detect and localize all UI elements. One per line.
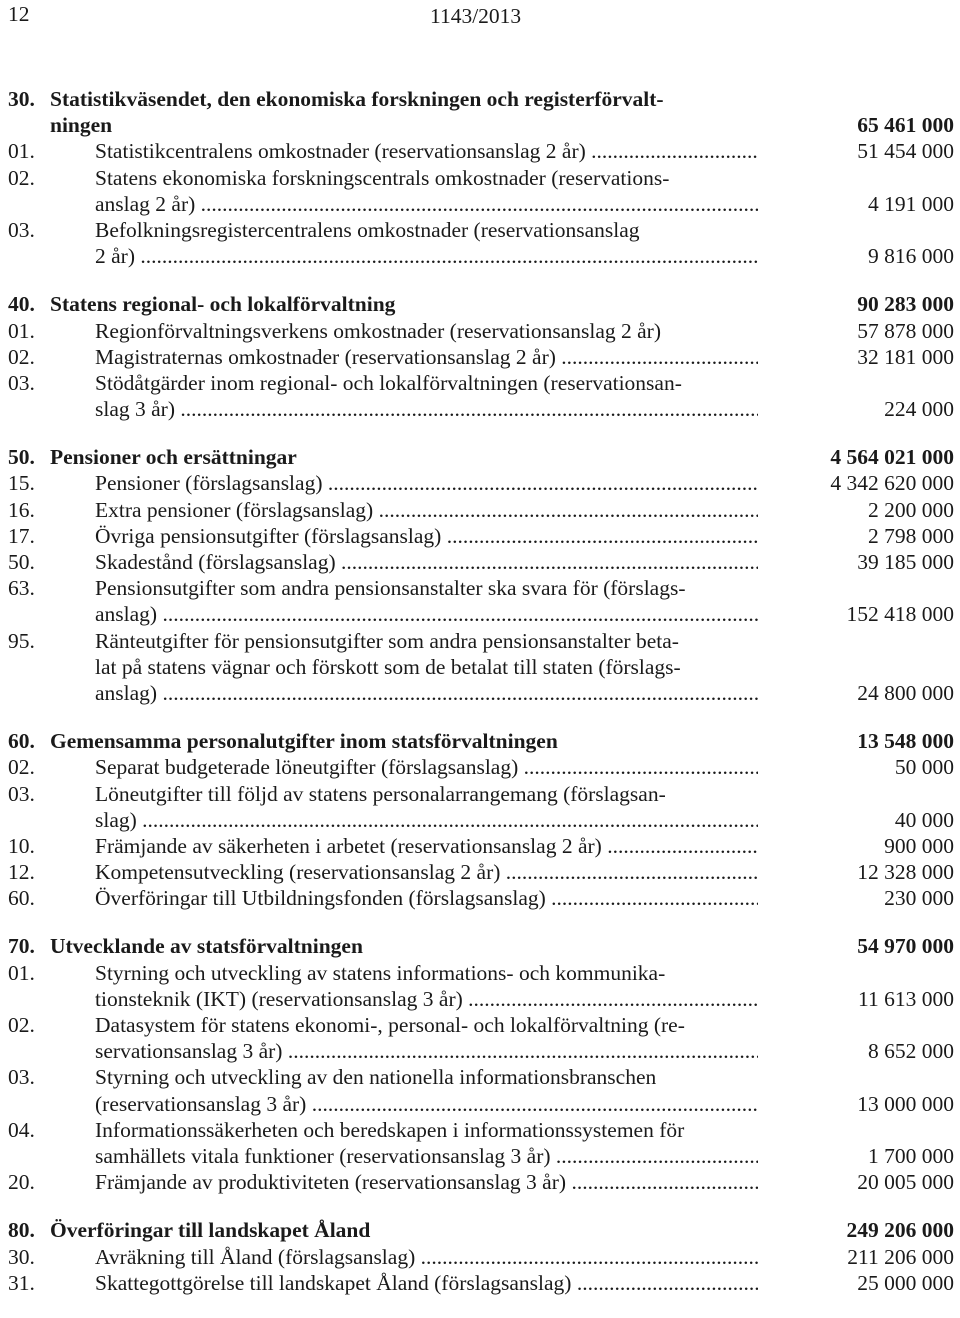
item-description [95, 318, 758, 344]
item-number: 16. [8, 497, 35, 522]
budget-section [0, 444, 960, 706]
section-heading-line [0, 86, 960, 112]
item-number: 60. [8, 886, 35, 911]
budget-item-line [0, 1169, 960, 1195]
item-description-text: samhällets vitala funktioner (reservationsanslag 3 år) ..... [95, 1144, 758, 1168]
item-number: 02. [8, 755, 35, 780]
budget-section [0, 728, 960, 911]
item-description-text: anslag) ..... [95, 681, 758, 705]
section-total: 4 564 021 000 [830, 445, 954, 470]
item-description [95, 960, 758, 986]
section-number: 70. [8, 934, 35, 959]
budget-item-line [0, 497, 960, 523]
item-description-text: anslag 2 år) ..... [95, 192, 758, 216]
page-number: 12 [8, 2, 30, 26]
section-number: 40. [8, 292, 35, 317]
item-description [95, 1270, 758, 1296]
item-description [95, 396, 758, 422]
item-description-text: Magistraternas omkostnader (reservationsanslag 2 år) ..... [95, 345, 758, 369]
item-amount: 13 000 000 [857, 1091, 954, 1116]
item-number: 15. [8, 471, 35, 496]
item-description-text: Överföringar till Utbildningsfonden (förslagsanslag) ..... [95, 886, 758, 910]
section-number: 30. [8, 87, 35, 111]
budget-document [0, 86, 960, 1318]
item-amount: 8 652 000 [868, 1039, 954, 1064]
item-amount: 12 328 000 [857, 860, 954, 885]
budget-item-line [0, 628, 960, 654]
budget-item-line [0, 654, 960, 680]
item-number: 04. [8, 1117, 35, 1142]
budget-item-line [0, 859, 960, 885]
section-total: 65 461 000 [857, 113, 954, 138]
item-amount: 20 005 000 [857, 1170, 954, 1195]
item-amount: 230 000 [884, 886, 954, 911]
item-description [95, 628, 758, 654]
item-description-text: Datasystem för statens ekonomi-, personal- och lokalförvaltning (re- [95, 1013, 685, 1037]
item-description-text: Statens ekonomiska forskningscentrals omkostnader (reservations- [95, 165, 670, 190]
item-description-text: Stödåtgärder inom regional- och lokalförvaltningen (reservationsan- [95, 370, 682, 395]
item-amount: 57 878 000 [857, 318, 954, 343]
item-amount: 11 613 000 [858, 986, 954, 1011]
item-description-text: Främjande av säkerheten i arbetet (reservationsanslag 2 år) ..... [95, 834, 758, 858]
item-description-text: servationsanslag 3 år) ..... [95, 1039, 758, 1063]
budget-item-line [0, 1270, 960, 1296]
section-title: Utvecklande av statsförvaltningen [50, 934, 363, 959]
budget-item-line [0, 1038, 960, 1064]
item-amount: 211 206 000 [847, 1244, 954, 1269]
section-heading-line [0, 444, 960, 470]
item-number: 31. [8, 1270, 35, 1295]
section-number: 80. [8, 1218, 35, 1243]
item-amount: 1 700 000 [868, 1143, 954, 1168]
budget-item-line [0, 1143, 960, 1169]
item-description [95, 1244, 758, 1270]
budget-item-line [0, 523, 960, 549]
item-description-text: Extra pensioner (förslagsanslag) ..... [95, 498, 758, 522]
item-description [95, 1012, 758, 1038]
section-heading-line [0, 1217, 960, 1243]
budget-item-line [0, 1064, 960, 1090]
item-description [95, 344, 758, 370]
item-amount: 32 181 000 [857, 344, 954, 369]
item-amount: 9 816 000 [868, 244, 954, 269]
item-description [95, 1038, 758, 1064]
item-description [95, 1091, 758, 1117]
section-total: 90 283 000 [857, 292, 954, 317]
item-amount: 4 342 620 000 [830, 471, 954, 496]
item-amount: 900 000 [884, 833, 954, 858]
document-id: 1143/2013 [430, 4, 522, 28]
section-heading-line [0, 933, 960, 959]
section-total: 54 970 000 [857, 934, 954, 959]
item-amount: 51 454 000 [857, 139, 954, 164]
item-description [95, 654, 758, 680]
item-description [95, 523, 758, 549]
item-description [95, 859, 758, 885]
budget-item-line [0, 960, 960, 986]
item-number: 17. [8, 523, 35, 548]
item-description [95, 243, 758, 269]
item-amount: 40 000 [894, 807, 954, 832]
item-description [95, 217, 758, 243]
item-number: 95. [8, 628, 35, 653]
budget-item-line [0, 680, 960, 706]
budget-item-line [0, 191, 960, 217]
section-title: Pensioner och ersättningar [50, 445, 297, 470]
item-description-text: Pensioner (förslagsanslag) ..... [95, 471, 758, 495]
item-description-text: slag 3 år) ..... [95, 397, 758, 421]
item-description-text: Skadestånd (förslagsanslag) ..... [95, 550, 758, 574]
section-heading-line [0, 291, 960, 317]
budget-item-line [0, 344, 960, 370]
budget-item-line [0, 1091, 960, 1117]
item-description-text: Främjande av produktiviteten (reservationsanslag 3 år) ..... [95, 1170, 758, 1194]
item-description-text: lat på statens vägnar och förskott som de betalat till staten (förslags- [95, 654, 681, 679]
section-number: 50. [8, 445, 35, 470]
item-description-text: Separat budgeterade löneutgifter (förslagsanslag) ..... [95, 755, 758, 779]
item-description [95, 1117, 758, 1143]
item-description [95, 754, 758, 780]
section-number: 60. [8, 729, 35, 754]
item-description [95, 1143, 758, 1169]
budget-item-line [0, 165, 960, 191]
item-number: 30. [8, 1244, 35, 1269]
item-description-text: Skattegottgörelse till landskapet Åland (förslagsanslag) ..... [95, 1271, 758, 1295]
item-description-text: (reservationsanslag 3 år) ..... [95, 1092, 758, 1116]
item-number: 03. [8, 1065, 35, 1090]
item-description [95, 807, 758, 833]
item-description [95, 601, 758, 627]
item-description-text: Befolkningsregistercentralens omkostnader (reservationsanslag [95, 217, 640, 242]
item-number: 20. [8, 1170, 35, 1195]
budget-item-line [0, 807, 960, 833]
item-description [95, 549, 758, 575]
item-number: 03. [8, 370, 35, 395]
item-description [95, 986, 758, 1012]
item-amount: 4 191 000 [868, 191, 954, 216]
item-description-text: Pensionsutgifter som andra pensionsanstalter ska svara för (förslags- [95, 576, 686, 601]
budget-section [0, 291, 960, 422]
item-description-text: Informationssäkerheten och beredskapen i informationssystemen för [95, 1117, 685, 1142]
item-description [95, 680, 758, 706]
item-amount: 39 185 000 [857, 550, 954, 574]
item-number: 03. [8, 781, 35, 806]
item-description-text: Statistikcentralens omkostnader (reservationsanslag 2 år) ..... [95, 139, 758, 163]
item-description [95, 191, 758, 217]
section-heading-line [0, 728, 960, 754]
item-description-text: Styrning och utveckling av statens informations- och kommunika- [95, 960, 666, 985]
item-description-text: Övriga pensionsutgifter (förslagsanslag) ..... [95, 524, 758, 548]
budget-item-line [0, 885, 960, 911]
item-description [95, 370, 758, 396]
item-number: 10. [8, 833, 35, 858]
item-description [95, 885, 758, 911]
item-description [95, 833, 758, 859]
budget-item-line [0, 601, 960, 627]
section-total: 249 206 000 [846, 1218, 954, 1243]
budget-item-line [0, 1244, 960, 1270]
item-description-text: slag) ..... [95, 808, 758, 832]
item-amount: 152 418 000 [846, 602, 954, 627]
item-number: 01. [8, 318, 35, 343]
item-number: 01. [8, 139, 35, 164]
item-amount: 50 000 [894, 755, 954, 780]
item-number: 50. [8, 550, 35, 574]
item-description-text: anslag) ..... [95, 602, 758, 626]
page-header [0, 0, 960, 40]
budget-section [0, 1217, 960, 1296]
item-description-text: tionsteknik (IKT) (reservationsanslag 3 år) ..... [95, 987, 758, 1011]
section-title: Statens regional- och lokalförvaltning [50, 292, 396, 317]
item-description [95, 1169, 758, 1195]
item-description-text: Avräkning till Åland (förslagsanslag) ..... [95, 1245, 758, 1269]
section-heading-line [0, 112, 960, 138]
item-description [95, 781, 758, 807]
budget-section [0, 86, 960, 269]
item-number: 02. [8, 165, 35, 190]
item-amount: 24 800 000 [857, 680, 954, 705]
item-number: 02. [8, 344, 35, 369]
item-description [95, 575, 758, 601]
budget-item-line [0, 754, 960, 780]
budget-item-line [0, 138, 960, 164]
budget-item-line [0, 217, 960, 243]
item-number: 63. [8, 576, 35, 601]
item-number: 02. [8, 1013, 35, 1037]
item-description-text: Regionförvaltningsverkens omkostnader (reservationsanslag 2 år) [95, 318, 662, 343]
section-title: ningen [50, 113, 113, 138]
budget-item-line [0, 470, 960, 496]
item-amount: 25 000 000 [857, 1270, 954, 1295]
item-number: 01. [8, 960, 35, 985]
item-number: 12. [8, 860, 35, 885]
budget-section [0, 933, 960, 1195]
item-description [95, 470, 758, 496]
budget-item-line [0, 396, 960, 422]
budget-item-line [0, 318, 960, 344]
item-description-text: Styrning och utveckling av den nationella informationsbranschen [95, 1065, 657, 1090]
section-title: Gemensamma personalutgifter inom statsförvaltningen [50, 729, 558, 754]
item-description-text: Löneutgifter till följd av statens personalarrangemang (förslagsan- [95, 781, 666, 806]
item-number: 03. [8, 217, 35, 242]
item-description [95, 1064, 758, 1090]
item-description [95, 497, 758, 523]
item-amount: 224 000 [884, 397, 954, 422]
budget-item-line [0, 243, 960, 269]
item-description-text: Kompetensutveckling (reservationsanslag 2 år) ..... [95, 860, 758, 884]
item-description-text: 2 år) ..... [95, 244, 758, 268]
section-total: 13 548 000 [857, 729, 954, 754]
budget-item-line [0, 549, 960, 575]
budget-item-line [0, 833, 960, 859]
section-title: Statistikväsendet, den ekonomiska forskningen och registerförvalt- [50, 87, 664, 111]
budget-item-line [0, 781, 960, 807]
item-amount: 2 798 000 [868, 523, 954, 548]
budget-item-line [0, 370, 960, 396]
item-description-text: Ränteutgifter för pensionsutgifter som andra pensionsanstalter beta- [95, 628, 679, 653]
budget-item-line [0, 986, 960, 1012]
item-description [95, 138, 758, 164]
item-amount: 2 200 000 [868, 497, 954, 522]
budget-item-line [0, 1012, 960, 1038]
item-description [95, 165, 758, 191]
budget-item-line [0, 1117, 960, 1143]
budget-item-line [0, 575, 960, 601]
section-title: Överföringar till landskapet Åland [50, 1218, 371, 1243]
